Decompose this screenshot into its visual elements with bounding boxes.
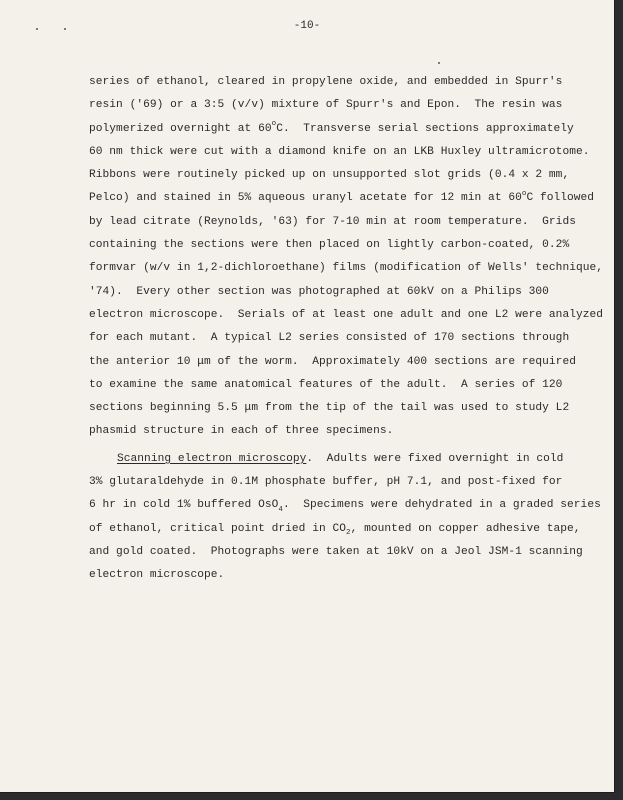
text-segment: C followed xyxy=(526,192,595,205)
text-line: 60 nm thick were cut with a diamond knife on an LKB Huxley ultramicrotome. xyxy=(89,145,590,158)
text-segment: C. Transverse serial sections approximately xyxy=(276,122,574,135)
text-line: by lead citrate (Reynolds, '63) for 7-10 min at room temperature. Grids xyxy=(89,215,576,228)
text-line xyxy=(89,187,595,210)
text-segment: polymerized overnight at 60 xyxy=(89,122,272,135)
text-segment: Pelco) and stained in 5% aqueous uranyl acetate for 12 min at 60 xyxy=(89,192,522,205)
text-segment: , mounted on copper adhesive tape, xyxy=(350,522,581,535)
text-line: electron microscope. xyxy=(89,569,225,582)
sem-first-text: . Adults were fixed overnight in cold xyxy=(306,452,564,465)
text-line: electron microscope. Serials of at least one adult and one L2 were analyzed xyxy=(89,308,604,321)
text-line: sections beginning 5.5 μm from the tip of the tail was used to study L2 xyxy=(89,402,570,415)
text-line: 3% glutaraldehyde in 0.1M phosphate buffer, pH 7.1, and post-fixed for xyxy=(89,476,563,489)
text-line: and gold coated. Photographs were taken at 10kV on a Jeol JSM-1 scanning xyxy=(89,545,583,558)
text-line xyxy=(89,518,581,541)
subscript: 2 xyxy=(346,528,351,537)
text-segment: . Specimens were dehydrated in a graded series xyxy=(282,499,601,512)
text-line: the anterior 10 μm of the worm. Approximately 400 sections are required xyxy=(89,355,576,368)
text-segment: 6 hr in cold 1% buffered OsO xyxy=(89,499,279,512)
superscript: o xyxy=(271,119,277,128)
sem-heading: Scanning electron microscopy xyxy=(117,452,307,465)
text-segment: of ethanol, critical point dried in CO xyxy=(89,522,347,535)
scan-speck xyxy=(438,62,440,64)
text-line: Ribbons were routinely picked up on unsupported slot grids (0.4 x 2 mm, xyxy=(89,169,570,182)
superscript: o xyxy=(521,189,527,198)
sem-paragraph xyxy=(89,471,601,587)
body-text xyxy=(89,71,604,588)
methods-paragraph xyxy=(89,71,604,444)
text-line: series of ethanol, cleared in propylene oxide, and embedded in Spurr's xyxy=(89,76,563,88)
text-line: containing the sections were then placed on lightly carbon-coated, 0.2% xyxy=(89,239,570,252)
text-line: '74). Every other section was photographed at 60kV on a Philips 300 xyxy=(89,285,549,298)
subscript: 4 xyxy=(278,505,283,514)
text-line xyxy=(89,118,574,141)
text-line: resin ('69) or a 3:5 (v/v) mixture of Spurr's and Epon. The resin was xyxy=(89,99,563,112)
text-line: formvar (w/v in 1,2-dichloroethane) films (modification of Wells' technique, xyxy=(89,262,604,275)
page-number: -10- xyxy=(293,20,321,32)
text-line: for each mutant. A typical L2 series consisted of 170 sections through xyxy=(89,332,570,345)
sem-first-line xyxy=(89,448,564,471)
text-line xyxy=(89,494,601,517)
text-line: to examine the same anatomical features of the adult. A series of 120 xyxy=(89,378,563,391)
text-line: phasmid structure in each of three specimens. xyxy=(89,425,394,438)
